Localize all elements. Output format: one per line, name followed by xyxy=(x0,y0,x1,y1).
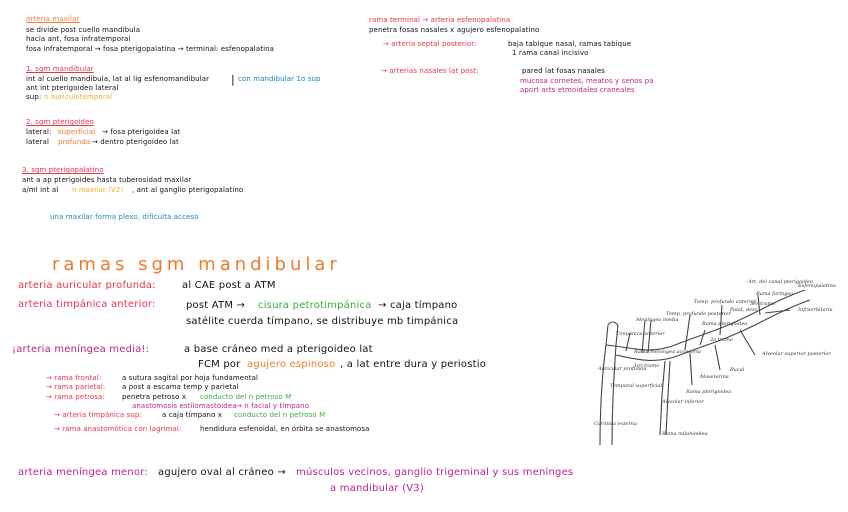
right-line-6: mucosa cornetes, meatos y senos pa xyxy=(520,77,654,85)
seg3-line-3: una maxilar forma plexo, dificulta acceso xyxy=(50,213,199,221)
seg3-line-2a: a/ml int al xyxy=(22,186,59,194)
sub-3-desc-c: anastomosis estilomastoidea xyxy=(132,402,237,410)
branch-3-desc-b: FCM por xyxy=(198,359,241,370)
label-rama-milohioidea: Rama milohioidea xyxy=(662,431,708,437)
label-rama-faringea: Rama faríngea xyxy=(756,291,794,297)
seg1-line-2: ant int pterigoideo lateral xyxy=(26,84,119,92)
seg1-line-1: int al cuello mandibula, lat al lig esfenomandibular xyxy=(26,75,210,83)
branch-4-desc-c: a mandibular (V3) xyxy=(330,483,424,494)
branch-2-desc-a: post ATM → xyxy=(186,300,246,311)
seg1-line-1b: con mandibular 1o sup xyxy=(238,75,321,83)
seg1-line-3b: n auriculotemporal xyxy=(44,93,113,101)
seg2-line-1c: → fosa pterigoidea lat xyxy=(102,128,181,136)
infraorbital-vessel xyxy=(765,310,790,313)
branch-1-desc: al CAE post a ATM xyxy=(182,280,276,291)
branch-1-name: arteria auricular profunda: xyxy=(18,280,156,291)
label-rama-pterigoidea: Rama pterigoidea xyxy=(686,389,732,395)
sub-3-desc-a: penetra petroso x xyxy=(122,393,187,401)
seg2-line-2a: lateral xyxy=(26,138,50,146)
sub-5-name: → rama anastomótica con lagrimal: xyxy=(54,425,182,433)
right-line-1: rama terminal → arteria esfenopalatina xyxy=(369,16,511,24)
buccal-vessel xyxy=(715,345,720,370)
label-art-canal: Art. del canal pterigoideo xyxy=(748,279,813,285)
seg2-line-1a: lateral: xyxy=(26,128,52,136)
seg3-line-2b: n maxilar (V2) xyxy=(72,186,124,194)
label-esfenopalatina: Esfenopalatina xyxy=(798,283,836,289)
label-tramo-2: 2o tramo xyxy=(710,337,733,343)
sub-5-desc: hendidura esfenoidal, en órbita se anastomosa xyxy=(200,425,370,433)
seg2-line-2b: profunda xyxy=(58,138,91,146)
temporal-superficial-cap xyxy=(608,322,618,325)
sub-1-desc: a sutura sagital por hoja fundamental xyxy=(122,374,259,382)
seg1-brace: | xyxy=(231,73,235,86)
label-tramo-1: 1er tramo xyxy=(634,363,660,369)
branch-3-desc-d: , a lat entre dura y periostio xyxy=(340,359,487,370)
label-tramo-3: 3er tramo xyxy=(750,301,776,307)
sub-4-desc-a: a caja tímpano x xyxy=(162,411,223,419)
right-line-2: penetra fosas nasales x agujero esfenopalatino xyxy=(369,26,540,34)
label-temp-prof-ant: Temp. profundo anterior xyxy=(694,299,757,305)
seg2-line-2c: → dentro pterigoideo lat xyxy=(92,138,179,146)
right-line-4: 1 rama canal incisivo xyxy=(512,49,589,57)
label-temp-prof-post: Temp. profundo posterior xyxy=(666,311,731,317)
sub-4-name: → arteria timpánica sup: xyxy=(54,411,142,419)
label-rama-meningea-acc: Rama meníngea accesoria xyxy=(634,349,701,355)
seg2-line-1b: superficial xyxy=(58,128,96,136)
branch-4-desc-a: agujero oval al cráneo → xyxy=(158,467,286,478)
sub-3-desc-d: → n facial y tímpano xyxy=(236,402,310,410)
carotid-external-vessel xyxy=(600,345,616,445)
seg2-title: 2. sgm pterigoideo xyxy=(26,118,94,126)
label-meningea-media: Meníngea media xyxy=(636,317,679,323)
sub-4-desc-b: conducto del n petroso M xyxy=(234,411,326,419)
label-alveolar-sup-post: Alveolar superior posterior xyxy=(762,351,831,357)
right-line-5a: → arterias nasales lat post: xyxy=(381,67,479,75)
label-carotida-ext: Carótida externa xyxy=(594,421,637,427)
branch-3-name: ¡arteria meníngea media!: xyxy=(12,344,150,355)
pterygoid-vessel xyxy=(700,330,705,345)
maxilar-line-1: se divide post cuello mandibula xyxy=(26,26,141,34)
branch-2-name: arteria timpánica anterior: xyxy=(18,299,156,310)
branch-4-desc-b: músculos vecinos, ganglio trigeminal y sus meninges xyxy=(296,467,574,478)
branch-3-desc-a: a base cráneo med a pterigoideo lat xyxy=(184,344,373,355)
seg1-line-3a: sup: xyxy=(26,93,42,101)
maxillary-artery-diagram xyxy=(590,275,840,450)
sub-3-name: → rama petrosa: xyxy=(46,393,105,401)
right-line-5b: pared lat fosas nasales xyxy=(522,67,606,75)
branch-2-desc-d: satélite cuerda tímpano, se distribuye mb timpánica xyxy=(186,316,459,327)
sub-2-desc: a post a escama temp y parietal xyxy=(122,383,239,391)
alveolar-inferior-vessel xyxy=(660,361,670,435)
label-alveolar-inf: Alveolar inferior xyxy=(662,399,704,405)
section-title: ramas sgm mandibular xyxy=(52,254,341,275)
maxilar-line-3: fosa infratemporal → fosa pterigopalatina → terminal: esfenopalatina xyxy=(26,45,275,53)
sub-1-name: → rama frontal: xyxy=(46,374,102,382)
label-temporal-sup: Temporal superficial xyxy=(610,383,663,389)
seg3-line-1: ant a ap pterigoides hasta tuberosidad maxilar xyxy=(22,176,192,184)
alveolar-sup-post-vessel xyxy=(740,330,755,355)
seg3-title: 3. sgm pterigopalatino xyxy=(22,166,104,174)
maxilar-line-2: hacia ant, fosa infratemporal xyxy=(26,35,131,43)
label-bucal: Bucal xyxy=(730,367,745,373)
branch-3-desc-c: agujero espinoso xyxy=(247,359,336,370)
sub-2-name: → rama parietal: xyxy=(46,383,106,391)
seg1-title: 1. sgm mandibular xyxy=(26,65,94,73)
masseteric-vessel xyxy=(690,353,692,385)
label-timpanica-ant: Timpánica anterior xyxy=(616,331,665,337)
sub-3-desc-b: conducto del n petroso M xyxy=(200,393,292,401)
right-line-7: aport arts etmoidales craneales xyxy=(520,86,635,94)
maxilar-title: arteria maxilar xyxy=(26,15,80,23)
branch-2-desc-c: → caja tímpano xyxy=(378,300,458,311)
label-palat-desc: Palat. desc. xyxy=(730,307,760,313)
label-masetero: Maseterina xyxy=(700,374,729,380)
branch-4-name: arteria meníngea menor: xyxy=(18,467,148,478)
right-line-3a: → arteria septal posterior: xyxy=(383,40,477,48)
label-infraorbitaria: Infraorbitaria xyxy=(798,307,833,313)
seg3-line-2c: , ant al ganglio pterigopalatino xyxy=(132,186,244,194)
label-rama-pterigoidea-top: Rama pterigoidea xyxy=(702,321,748,327)
label-auricular-prof: Auricular profunda xyxy=(598,366,647,372)
right-line-3b: baja tabique nasal, ramas tabique xyxy=(508,40,632,48)
branch-2-desc-b: cisura petrotimpánica xyxy=(258,300,372,311)
